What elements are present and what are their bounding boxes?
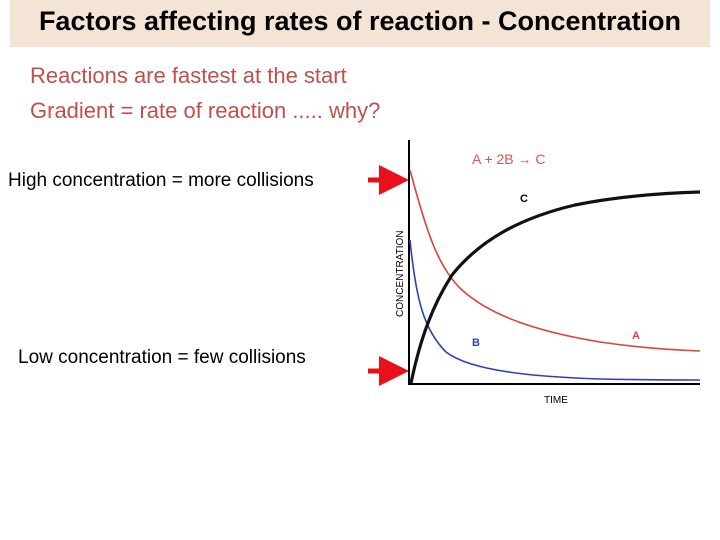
reaction-equation: A + 2B → C — [472, 151, 546, 167]
high-concentration-label: High concentration = more collisions — [8, 170, 314, 191]
curve-b-label: B — [472, 337, 480, 349]
x-axis-label: TIME — [544, 395, 568, 406]
slide-title: Factors affecting rates of reaction - Concentration — [38, 6, 682, 36]
y-axis-label: CONCENTRATION — [395, 230, 406, 317]
curve-c — [411, 192, 700, 383]
curve-b — [410, 240, 700, 380]
curve-c-label: C — [520, 193, 528, 205]
curve-a — [410, 170, 700, 351]
subtitle-line-2: Gradient = rate of reaction ..... why? — [30, 98, 381, 123]
subtitle-line-1: Reactions are fastest at the start — [30, 63, 347, 88]
low-concentration-label: Low concentration = few collisions — [18, 347, 306, 368]
curve-a-label: A — [632, 330, 640, 342]
